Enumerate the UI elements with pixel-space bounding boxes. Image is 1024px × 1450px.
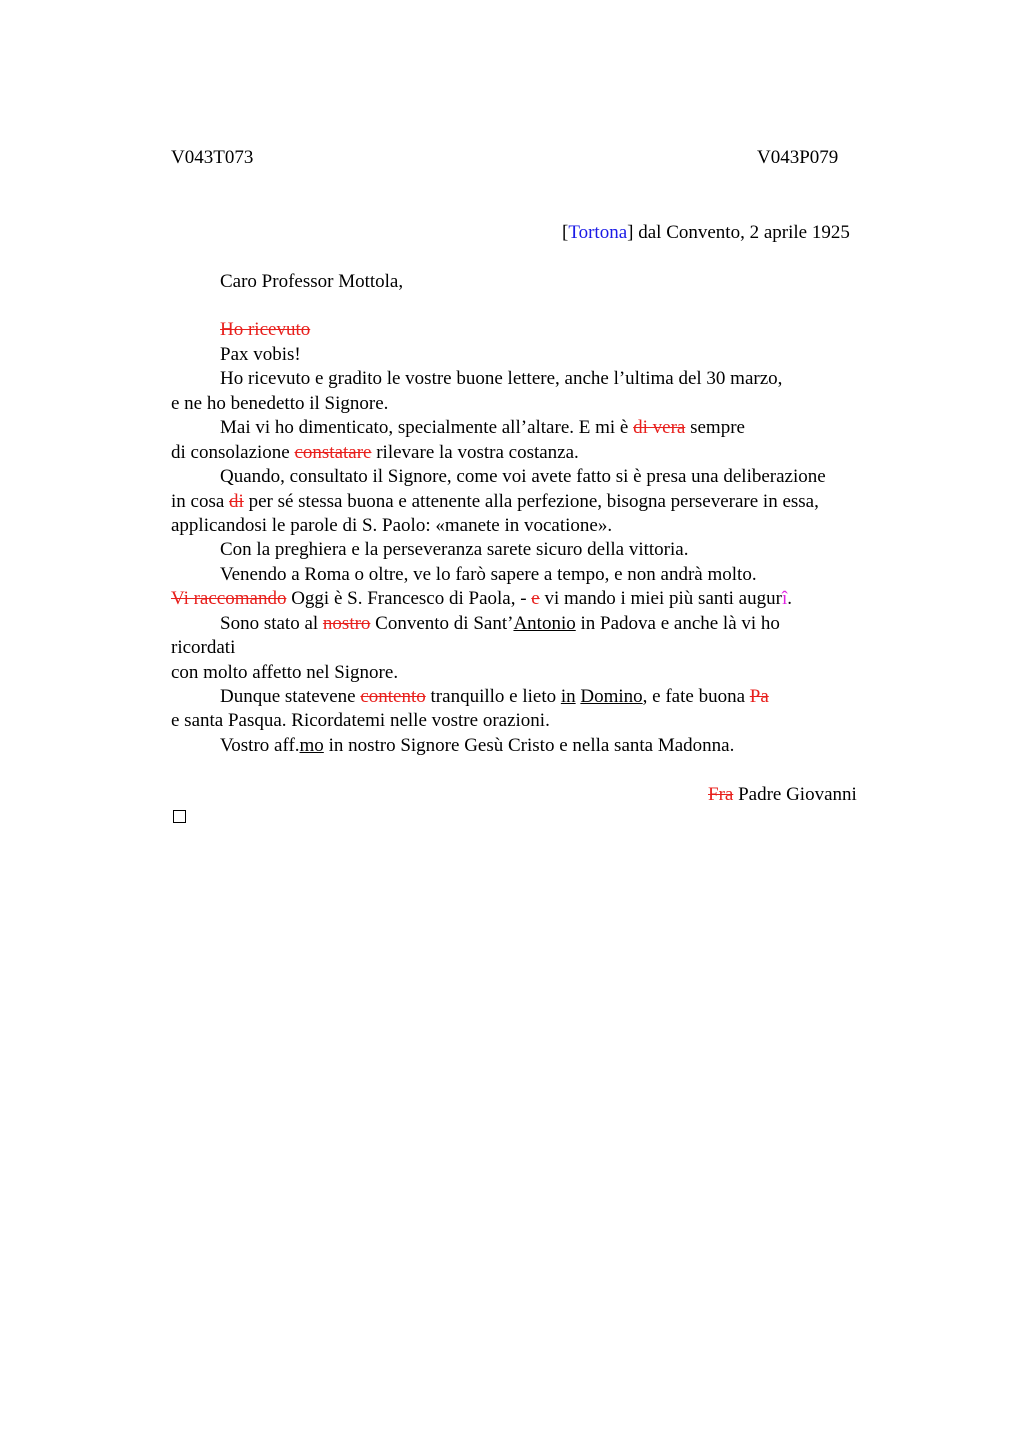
body-line-1: Pax vobis! — [220, 344, 301, 365]
dateline-rest: ] dal Convento, 2 aprile 1925 — [627, 222, 850, 243]
document-code-left: V043T073 — [171, 147, 254, 168]
body-line-12 — [220, 612, 780, 636]
body-line-9: Con la preghiera e la perseveranza sarete sicuro della vittoria. — [220, 539, 689, 560]
body-line-8: applicandosi le parole di S. Paolo: «manete in vocatione». — [171, 515, 613, 536]
text-span: sempre — [685, 417, 745, 438]
signature-name: Padre Giovanni — [733, 784, 857, 805]
body-line-16: e santa Pasqua. Ricordatemi nelle vostre orazioni. — [171, 710, 550, 731]
text-span: tranquillo e lieto — [425, 686, 561, 707]
deletion: Fra — [708, 784, 734, 805]
underlined-word: Domino — [580, 686, 643, 707]
body-line-7 — [171, 490, 819, 514]
text-span: per sé stessa buona e attenente alla perfezione, bisogna perseverare in essa, — [243, 491, 819, 512]
body-line-2: Ho ricevuto e gradito le vostre buone lettere, anche l’ultima del 30 marzo, — [220, 368, 783, 389]
body-line-5 — [171, 441, 579, 465]
deletion: nostro — [322, 613, 371, 634]
body-line-10: Venendo a Roma o oltre, ve lo farò sapere a tempo, e non andrà molto. — [220, 564, 757, 585]
text-span: di consolazione — [171, 442, 295, 463]
body-line-6: Quando, consultato il Signore, come voi avete fatto si è presa una deliberazione — [220, 466, 826, 487]
text-span: in Padova e anche là vi ho — [575, 613, 780, 634]
salutation: Caro Professor Mottola, — [220, 271, 404, 292]
deletion: di — [229, 491, 244, 512]
body-line-17 — [220, 734, 734, 758]
text-span: Sono stato al — [220, 613, 323, 634]
body-line-15 — [220, 685, 769, 709]
dateline — [562, 221, 850, 245]
text-span: , e fate buona — [642, 686, 750, 707]
text-span: . — [787, 588, 792, 609]
deletion: di vera — [633, 417, 686, 438]
text-span: Mai vi ho dimenticato, specialmente all’altare. E mi è — [220, 417, 634, 438]
text-span: Vostro aff. — [220, 735, 300, 756]
underlined-word: mo — [299, 735, 324, 756]
text-span: rilevare la vostra costanza. — [371, 442, 579, 463]
annotated-character: î — [781, 588, 788, 609]
document-code-right: V043P079 — [757, 147, 839, 168]
text-span: Convento di Sant’ — [370, 613, 514, 634]
body-line-3: e ne ho benedetto il Signore. — [171, 393, 389, 414]
body-line-13: ricordati — [171, 637, 236, 658]
text-span: Oggi è S. Francesco di Paola, - — [286, 588, 532, 609]
bracket-open: [ — [562, 222, 569, 243]
checkbox-square-icon — [173, 810, 186, 823]
deletion: contento — [360, 686, 426, 707]
body-line-14: con molto affetto nel Signore. — [171, 662, 399, 683]
deletion: Pa — [749, 686, 769, 707]
underlined-word: Antonio — [513, 613, 576, 634]
text-span: Dunque statevene — [220, 686, 361, 707]
deletion: Vi raccomando — [171, 588, 287, 609]
text-span: vi mando i miei più santi augur — [539, 588, 782, 609]
struck-opening: Ho ricevuto — [220, 319, 311, 340]
text-span: in nostro Signore Gesù Cristo e nella santa Madonna. — [323, 735, 735, 756]
deletion: constatare — [294, 442, 372, 463]
underlined-word: in — [560, 686, 576, 707]
signature — [708, 783, 857, 807]
body-line-11 — [171, 587, 792, 611]
place-name: Tortona — [568, 222, 628, 243]
deletion: e — [531, 588, 540, 609]
text-span: in cosa — [171, 491, 230, 512]
body-line-4 — [220, 416, 745, 440]
